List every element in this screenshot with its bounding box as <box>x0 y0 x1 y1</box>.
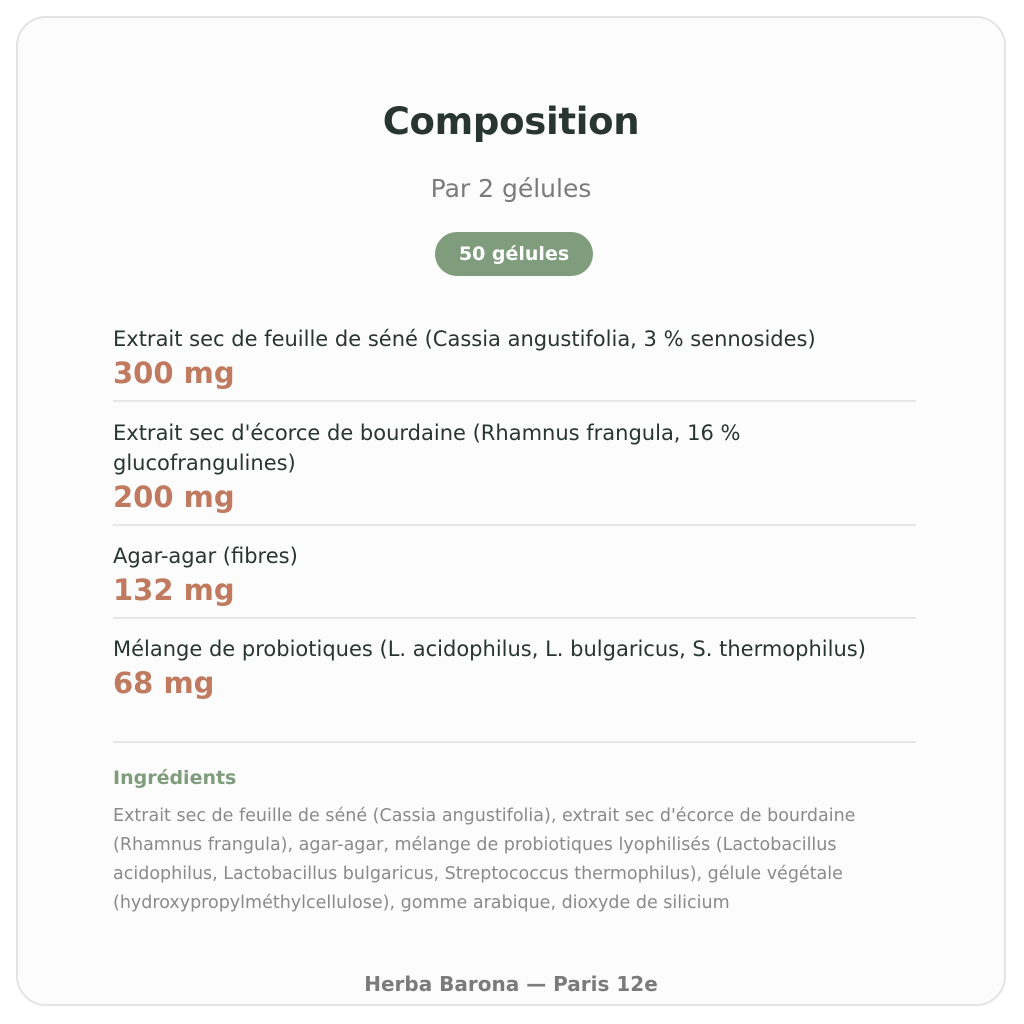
item-name: Mélange de probiotiques (L. acidophilus, L. bulgaricus, S. thermophilus) <box>113 637 866 661</box>
ingredients-text: Extrait sec de feuille de séné (Cassia angustifolia), extrait sec d'écorce de bourdaine (Rhamnus frangula), agar-agar, mélange de probiotiques lyophilisés (Lactobacillus acidophilus, Lactobacillus bulgaricus, Streptococcus thermophilus), gélule végétale (hydroxypropylméthylcellulose), gomme arabique, dioxyde de silicium <box>113 806 856 913</box>
footer-brand: Herba Barona — Paris 12e <box>364 972 658 996</box>
ingredients-heading: Ingrédients <box>113 767 237 789</box>
item-name: Extrait sec d'écorce de bourdaine (Rhamnus frangula, 16 % glucofrangulines) <box>113 421 741 475</box>
item-name: Extrait sec de feuille de séné (Cassia angustifolia, 3 % sennosides) <box>113 327 816 351</box>
item-value: 68 mg <box>113 666 215 700</box>
item-value: 300 mg <box>113 356 235 390</box>
page-title: Composition <box>382 100 640 143</box>
page-subtitle: Par 2 gélules <box>430 174 592 203</box>
composition-item <box>113 541 916 619</box>
composition-card <box>16 16 1006 1006</box>
composition-item <box>113 634 916 743</box>
capsule-count-badge: 50 gélules <box>435 232 593 276</box>
composition-item <box>113 324 916 402</box>
item-name: Agar-agar (fibres) <box>113 544 298 568</box>
item-value: 200 mg <box>113 480 235 514</box>
composition-item <box>113 418 916 526</box>
item-value: 132 mg <box>113 573 235 607</box>
